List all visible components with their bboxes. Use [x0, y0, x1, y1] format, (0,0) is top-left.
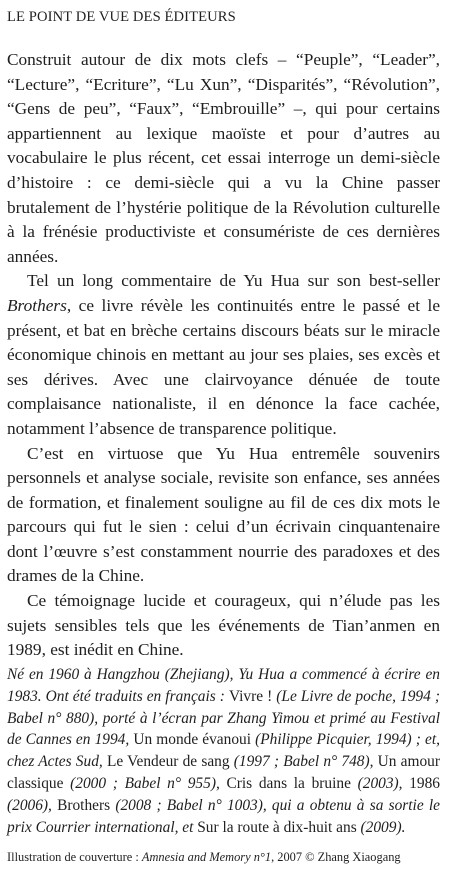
- bio-book-title: Un monde évanoui: [133, 731, 251, 749]
- paragraph-4: Ce témoignage lucide et courageux, qui n’élude pas les sujets sensibles tels que les événements de Tian’anmen en 1989, est inédit en Chine.: [7, 591, 440, 660]
- paragraph-2-lead: Tel un long commentaire: [27, 271, 212, 291]
- bio-book-title: Brothers: [57, 796, 111, 814]
- paragraph-2-rest: , ce livre révèle les continuités entre le passé et le présent, et bat en brèche certains discours béats sur le miracle économique chinois en mettant au jour ses plaies, ses excès et ses dérives. Avec une clairvoyance dénuée de toute complaisance nationaliste, il en dénonce la face cachée, notamment l’absence de transparence politique.: [7, 295, 440, 438]
- bio-text: (Philippe Picquier, 1994) ; et, chez Actes Sud,: [7, 731, 440, 771]
- bio-text: (Le Livre de poche, 1994 ; Babel n° 880), porté à l’écran par Zhang Yimou et primé au Festival de Cannes en 1994,: [7, 687, 440, 749]
- bio-text: (2006),: [7, 796, 58, 814]
- bio-text: (2008 ; Babel n° 1003), qui a obtenu à sa sortie le prix Courrier international, et: [7, 796, 440, 836]
- bio-book-title: Sur la route à dix-huit ans: [197, 818, 357, 836]
- section-heading: LE POINT DE VUE DES ÉDITEURS: [7, 9, 236, 25]
- paragraph-2: [7, 269, 440, 441]
- bio-book-title: Le Vendeur de sang: [106, 753, 230, 771]
- author-bio: [7, 664, 440, 838]
- cover-credit: [7, 850, 401, 865]
- main-text: [7, 48, 440, 663]
- bio-text: (2003),: [350, 774, 410, 792]
- credit-suffix: , 2007 © Zhang Xiaogang: [271, 850, 401, 864]
- bio-book-title: Cris dans la bruine: [226, 774, 351, 792]
- credit-prefix: Illustration de couverture :: [7, 850, 142, 864]
- paragraph-2-mid: de Yu Hua sur son best-seller: [219, 271, 440, 291]
- bio-text: (2000 ; Babel n° 955),: [63, 774, 227, 792]
- bio-text: (2009).: [356, 818, 406, 836]
- bio-book-title: Vivre !: [228, 687, 273, 705]
- bio-text: Né en 1960 à Hangzhou (Zhejiang), Yu Hua a commencé à écrire en 1983. Ont été traduits en français :: [7, 666, 440, 705]
- book-title-brothers: Brothers: [7, 295, 67, 315]
- bio-text: (1997 ; Babel n° 748),: [229, 753, 378, 771]
- credit-artwork-title: Amnesia and Memory n°1: [141, 850, 272, 864]
- paragraph-1: Construit autour de dix mots clefs – “Peuple”, “Leader”, “Lecture”, “Ecriture”, “Lu Xun”, “Disparités”, “Révolution”, “Gens de peu”, “Faux”, “Embrouille” –, qui pour certains appartiennent au lexique maoïste et pour d’autres au vocabulaire le plus récent, cet essai interroge un demi-siècle d’histoire : ce demi-siècle qui a vu la Chine passer brutalement de l’hystérie politique de la Révolution culturelle à la frénésie productiviste et consumériste de ces dernières années.: [7, 50, 440, 266]
- bio-book-title: 1986: [409, 774, 440, 792]
- bio-book-title: Un amour classique: [7, 753, 440, 792]
- paragraph-3: C’est en virtuose que Yu Hua entremêle souvenirs personnels et analyse sociale, revisite son enfance, ses années de formation, et finalement souligne au fil de ces dix mots le parcours qui fut le sien : celui d’un écrivain cinquantenaire dont l’œuvre s’est constamment nourrie des paradoxes et des drames de la Chine.: [7, 443, 440, 586]
